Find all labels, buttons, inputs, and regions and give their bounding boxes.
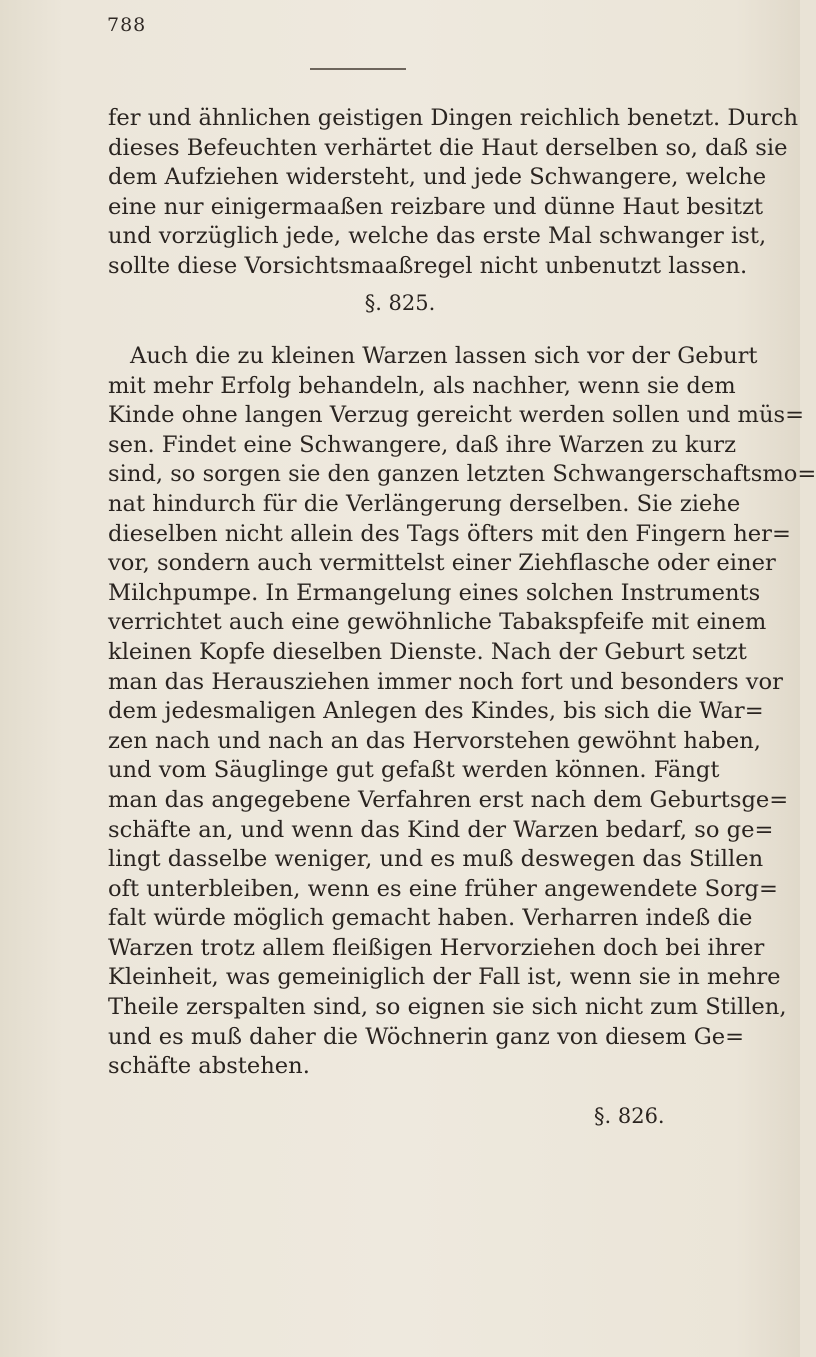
text-line: kleinen Kopfe dieselben Dienste. Nach der Geburt setzt bbox=[108, 638, 747, 665]
paragraph-1 bbox=[108, 104, 799, 282]
text-line: schäfte abstehen. bbox=[108, 1053, 310, 1080]
text-line: dem jedesmaligen Anlegen des Kindes, bis sich die War= bbox=[108, 698, 764, 725]
text-line: und vorzüglich jede, welche das erste Mal schwanger ist, bbox=[108, 223, 767, 250]
text-line: man das angegebene Verfahren erst nach dem Geburtsge= bbox=[108, 786, 789, 813]
header-rule bbox=[310, 68, 406, 70]
text-line: eine nur einigermaaßen reizbare und dünne Haut besitzt bbox=[108, 193, 764, 220]
text-line: zen nach und nach an das Hervorstehen gewöhnt haben, bbox=[108, 727, 761, 754]
text-line: Theile zerspalten sind, so eignen sie sich nicht zum Stillen, bbox=[108, 994, 787, 1021]
text-line: falt würde möglich gemacht haben. Verharren indeß die bbox=[108, 905, 753, 932]
text-line: dieselben nicht allein des Tags öfters mit den Fingern her= bbox=[108, 520, 791, 547]
text-line: dem Aufziehen widersteht, und jede Schwangere, welche bbox=[108, 164, 767, 191]
text-line: und es muß daher die Wöchnerin ganz von diesem Ge= bbox=[108, 1023, 745, 1050]
text-line: schäfte an, und wenn das Kind der Warzen bedarf, so ge= bbox=[108, 816, 774, 843]
text-line: sollte diese Vorsichtsmaaßregel nicht unbenutzt lassen. bbox=[108, 252, 748, 279]
page-number: 788 bbox=[107, 14, 147, 36]
section-heading-826: §. 826. bbox=[594, 1104, 665, 1128]
text-line: mit mehr Erfolg behandeln, als nachher, wenn sie dem bbox=[108, 372, 736, 399]
text-line: fer und ähnlichen geistigen Dingen reichlich benetzt. Durch bbox=[108, 105, 799, 131]
text-line: Kleinheit, was gemeiniglich der Fall ist, wenn sie in mehre bbox=[108, 964, 781, 991]
text-line: sind, so sorgen sie den ganzen letzten Schwangerschaftsmo= bbox=[108, 461, 816, 488]
text-line: vor, sondern auch vermittelst einer Ziehflasche oder einer bbox=[108, 550, 776, 577]
text-line: und vom Säuglinge gut gefaßt werden können. Fängt bbox=[108, 757, 720, 784]
text-line: Warzen trotz allem fleißigen Hervorziehen doch bei ihrer bbox=[108, 934, 765, 961]
text-line: Auch die zu kleinen Warzen lassen sich vor der Geburt bbox=[130, 343, 758, 369]
text-line: Kinde ohne langen Verzug gereicht werden sollen und müs= bbox=[108, 402, 805, 429]
text-line: dieses Befeuchten verhärtet die Haut derselben so, daß sie bbox=[108, 134, 788, 161]
text-line: man das Herausziehen immer noch fort und besonders vor bbox=[108, 668, 783, 695]
text-line: oft unterbleiben, wenn es eine früher angewendete Sorg= bbox=[108, 875, 778, 902]
text-line: sen. Findet eine Schwangere, daß ihre Warzen zu kurz bbox=[108, 431, 737, 458]
text-line: verrichtet auch eine gewöhnliche Tabakspfeife mit einem bbox=[108, 609, 767, 636]
section-heading-825: §. 825. bbox=[364, 291, 436, 315]
text-line: nat hindurch für die Verlängerung derselben. Sie ziehe bbox=[108, 490, 741, 517]
text-line: lingt dasselbe weniger, und es muß deswegen das Stillen bbox=[108, 846, 764, 873]
text-line: Milchpumpe. In Ermangelung eines solchen Instruments bbox=[108, 579, 761, 606]
paragraph-2 bbox=[108, 342, 816, 1082]
